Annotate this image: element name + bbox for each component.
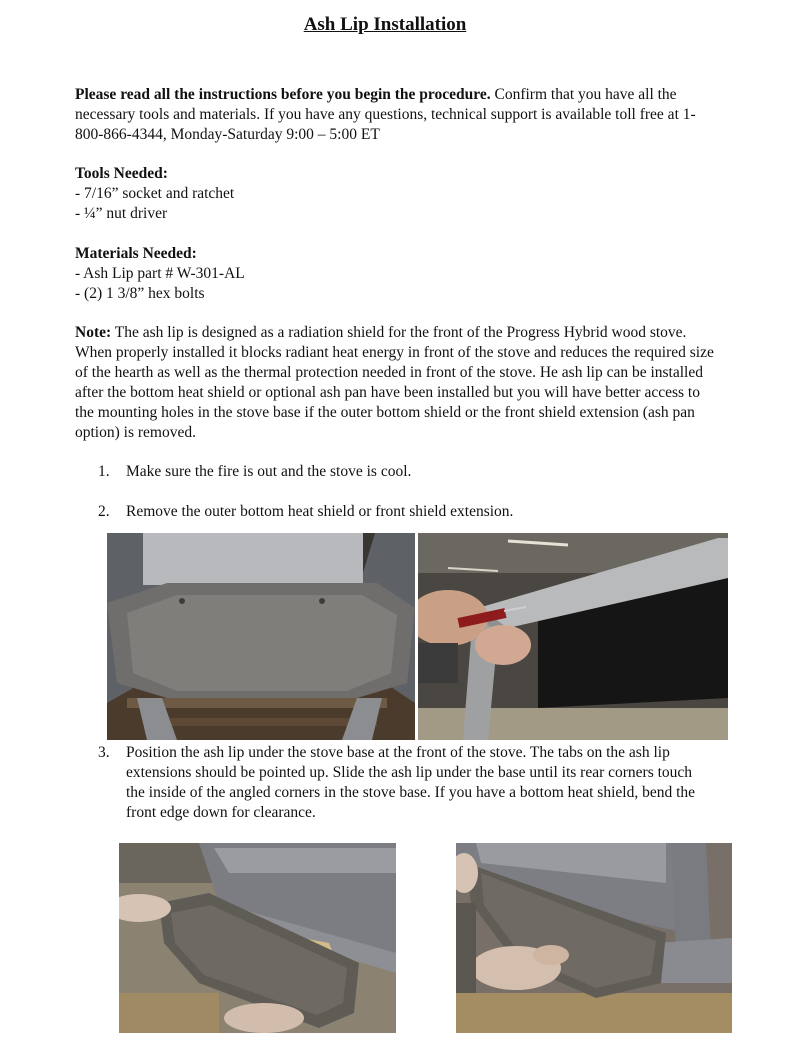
- photo-bottom-heat-shield: [107, 533, 415, 740]
- intro-text: Confirm that you have all the necessary tools and materials. If you have any questions, technical support is available toll free at 1-800-866-4344, Monday-Saturday 9:00 – 5:00 ET: [75, 86, 696, 143]
- step-text: Remove the outer bottom heat shield or front shield extension.: [126, 503, 514, 520]
- intro-bold-lead: Please read all the instructions before you begin the procedure.: [75, 86, 491, 103]
- note-label: Note:: [75, 324, 112, 341]
- step-number: 1.: [98, 463, 110, 480]
- tools-section: [75, 164, 715, 224]
- photo-remove-shield-screwdriver: [418, 533, 728, 740]
- photo-position-ash-lip-right: [456, 843, 732, 1033]
- materials-item: - (2) 1 3/8” hex bolts: [75, 285, 205, 302]
- step-1: [98, 462, 698, 482]
- page-title: Ash Lip Installation: [303, 14, 467, 35]
- photo-position-ash-lip-left: [119, 843, 396, 1033]
- tools-item: - 7/16” socket and ratchet: [75, 185, 235, 202]
- materials-item: - Ash Lip part # W-301-AL: [75, 265, 245, 282]
- tools-item: - ¼” nut driver: [75, 205, 168, 222]
- materials-section: [75, 244, 715, 304]
- materials-heading: Materials Needed:: [75, 245, 197, 262]
- note-paragraph: [75, 323, 715, 443]
- tools-heading: Tools Needed:: [75, 165, 168, 182]
- step-2: [98, 502, 698, 522]
- step-text: Position the ash lip under the stove base at the front of the stove. The tabs on the ash lip extensions should be pointed up. Slide the ash lip under the base until its rear corners touch the inside of the angled corners in the stove base. If you have a bottom heat shield, bend the front edge down for clearance.: [126, 744, 696, 821]
- note-text: The ash lip is designed as a radiation shield for the front of the Progress Hybrid wood stove. When properly installed it blocks radiant heat energy in front of the stove and reduces the required size of the hearth as well as the thermal protection needed in front of the stove. He ash lip can be installed after the bottom heat shield or optional ash pan have been installed but you will have better access to the mounting holes in the stove base if the outer bottom shield or the front shield extension (ash pan option) is removed.: [75, 324, 714, 441]
- step-number: 3.: [98, 744, 110, 761]
- step-number: 2.: [98, 503, 110, 520]
- step-text: Make sure the fire is out and the stove is cool.: [126, 463, 412, 480]
- intro-paragraph: [75, 85, 715, 145]
- step-3: [98, 743, 698, 823]
